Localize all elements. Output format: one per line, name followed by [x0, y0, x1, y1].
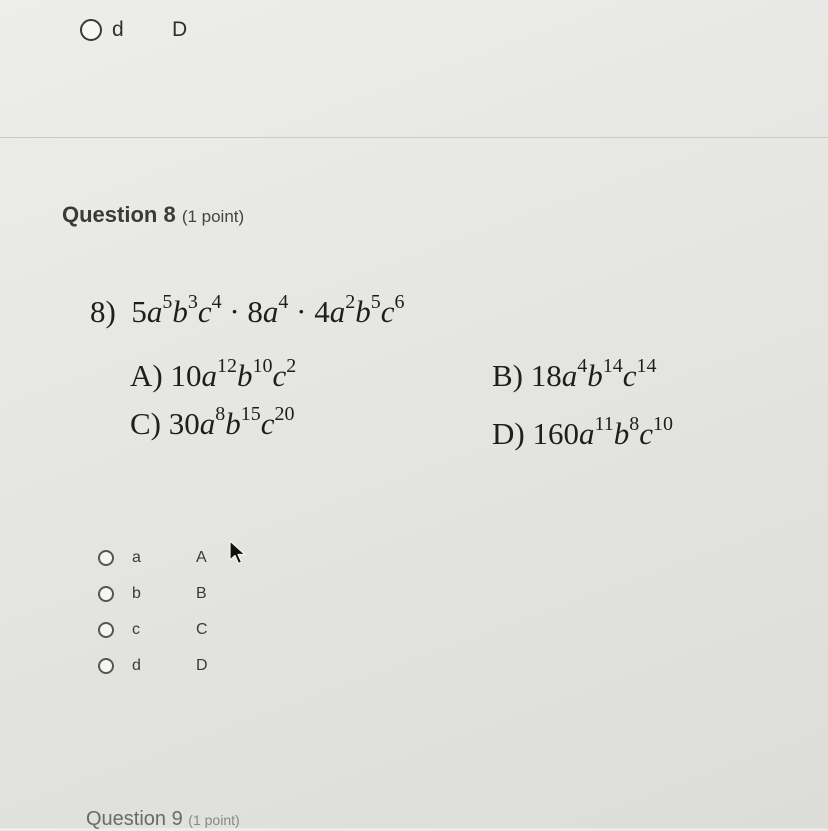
previous-answer-option-d[interactable]: [80, 18, 187, 42]
term-1-coef: 5: [131, 294, 147, 329]
radio-button-icon[interactable]: [98, 550, 114, 566]
radio-button-icon[interactable]: [98, 622, 114, 638]
term-1-b-exp: 3: [187, 291, 198, 313]
term-3-a-exp: 2: [345, 291, 356, 313]
choice-b-exp: 10: [252, 355, 273, 377]
option-label: D: [172, 18, 188, 41]
answer-label: D: [196, 657, 208, 674]
term-2-a-exp: 4: [278, 291, 289, 313]
question-divider: [0, 137, 828, 138]
choice-a-exp: 8: [215, 403, 226, 425]
option-letter: d: [112, 18, 124, 41]
choice-a-exp: 4: [577, 355, 588, 377]
term-3-coef: 4: [314, 294, 330, 329]
question-header: [62, 202, 244, 228]
answer-letter: d: [132, 657, 141, 674]
answer-options: [98, 540, 216, 684]
problem-number: 8): [90, 294, 116, 329]
radio-button-icon[interactable]: [98, 658, 114, 674]
answer-letter: a: [132, 549, 141, 566]
choice-c-exp: 10: [653, 413, 673, 435]
term-3-b-exp: 5: [370, 291, 381, 313]
choice-c-expression: C) $30a^8b^{15}c^{20}$: [130, 403, 295, 441]
choice-c-exp: 14: [636, 355, 657, 377]
term-1-c-exp: 4: [211, 291, 222, 313]
answer-letter: c: [132, 621, 140, 638]
problem-expression: 8) $5a^5b^3c^4 \cdot 8a^4 \cdot 4a^2b^5c^6$: [90, 291, 405, 329]
choice-coef: 10: [170, 358, 202, 393]
choice-b-exp: 15: [240, 403, 261, 425]
term-1-a-exp: 5: [162, 291, 173, 313]
choice-c-exp: 2: [286, 355, 297, 377]
radio-button-icon[interactable]: [98, 586, 114, 602]
question-points: (1 point): [181, 207, 245, 226]
answer-label: A: [196, 549, 207, 566]
choice-b-exp: 8: [629, 413, 640, 435]
term-3-c-exp: 6: [394, 291, 405, 313]
answer-option-a[interactable]: [98, 540, 216, 576]
question-title: Question 8: [62, 202, 176, 227]
choice-coef: 30: [168, 406, 200, 441]
choice-coef: 160: [532, 416, 579, 451]
choice-label: B): [492, 358, 523, 393]
choice-d-expression: D) $160a^{11}b^8c^{10}$: [492, 413, 673, 451]
radio-button-icon[interactable]: [80, 19, 102, 41]
mouse-pointer-icon: [228, 540, 248, 571]
next-question-title: Question 9: [86, 808, 183, 830]
choice-a-exp: 11: [594, 413, 614, 435]
choice-label: A): [130, 358, 163, 393]
choice-label: D): [492, 416, 525, 451]
answer-option-b[interactable]: [98, 576, 216, 612]
choice-coef: 18: [530, 358, 562, 393]
choice-label: C): [130, 406, 161, 441]
next-question-points: (1 point): [188, 812, 240, 828]
choice-b-expression: B) $18a^4b^{14}c^{14}$: [492, 355, 657, 393]
answer-option-d[interactable]: [98, 648, 216, 684]
answer-option-c[interactable]: [98, 612, 216, 648]
answer-letter: b: [132, 585, 141, 602]
choice-c-exp: 20: [274, 403, 295, 425]
answer-label: B: [196, 585, 207, 602]
term-2-coef: 8: [247, 294, 263, 329]
choice-b-exp: 14: [602, 355, 623, 377]
choice-a-exp: 12: [216, 355, 237, 377]
choice-a-expression: A) $10a^{12}b^{10}c^2$: [130, 355, 297, 393]
multiply-operator: ·: [296, 294, 307, 329]
answer-label: C: [196, 621, 208, 638]
multiply-operator: ·: [229, 294, 240, 329]
